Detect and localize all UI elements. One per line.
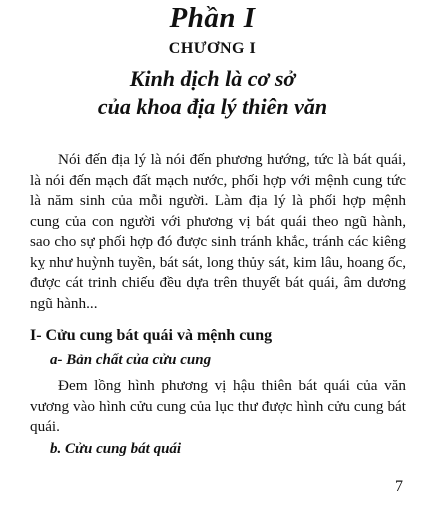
subheading-b: b. Cửu cung bát quái (50, 441, 182, 457)
chapter-title-line2: của khoa địa lý thiên văn (97, 94, 328, 119)
chapter-label: CHƯƠNG I (168, 40, 257, 57)
section-heading: I- Cửu cung bát quái và mệnh cung (30, 327, 273, 344)
chapter-title-line1: Kinh dịch là cơ sở (129, 66, 296, 91)
paragraph-intro: Nói đến địa lý là nói đến phương hướng, tức là bát quái, là nói đến mạch đất mạch nước, phối hợp với mệnh cung tức là năm sinh của mỗi người. Làm địa lý là phối hợp mệnh cung của con người với phương vị bát quái theo ngũ hành, sao cho sự phối hợp đó được sinh tránh khắc, tránh các kiêng kỵ như huỳnh tuyền, bát sát, long thủy sát, kim lâu, hoang ốc, được cát trinh chiếu đều dựa trên thuyết bát quái, âm dương ngũ hành... (30, 151, 406, 312)
page-number: 7 (395, 478, 403, 495)
part-heading: Phần I (169, 2, 256, 34)
subheading-a: a- Bản chất của cửu cung (50, 352, 212, 368)
paragraph-cuu-cung: Đem lồng hình phương vị hậu thiên bát quái của văn vương vào hình cửu cung của lục thư được hình cửu cung bát quái. (30, 377, 406, 435)
